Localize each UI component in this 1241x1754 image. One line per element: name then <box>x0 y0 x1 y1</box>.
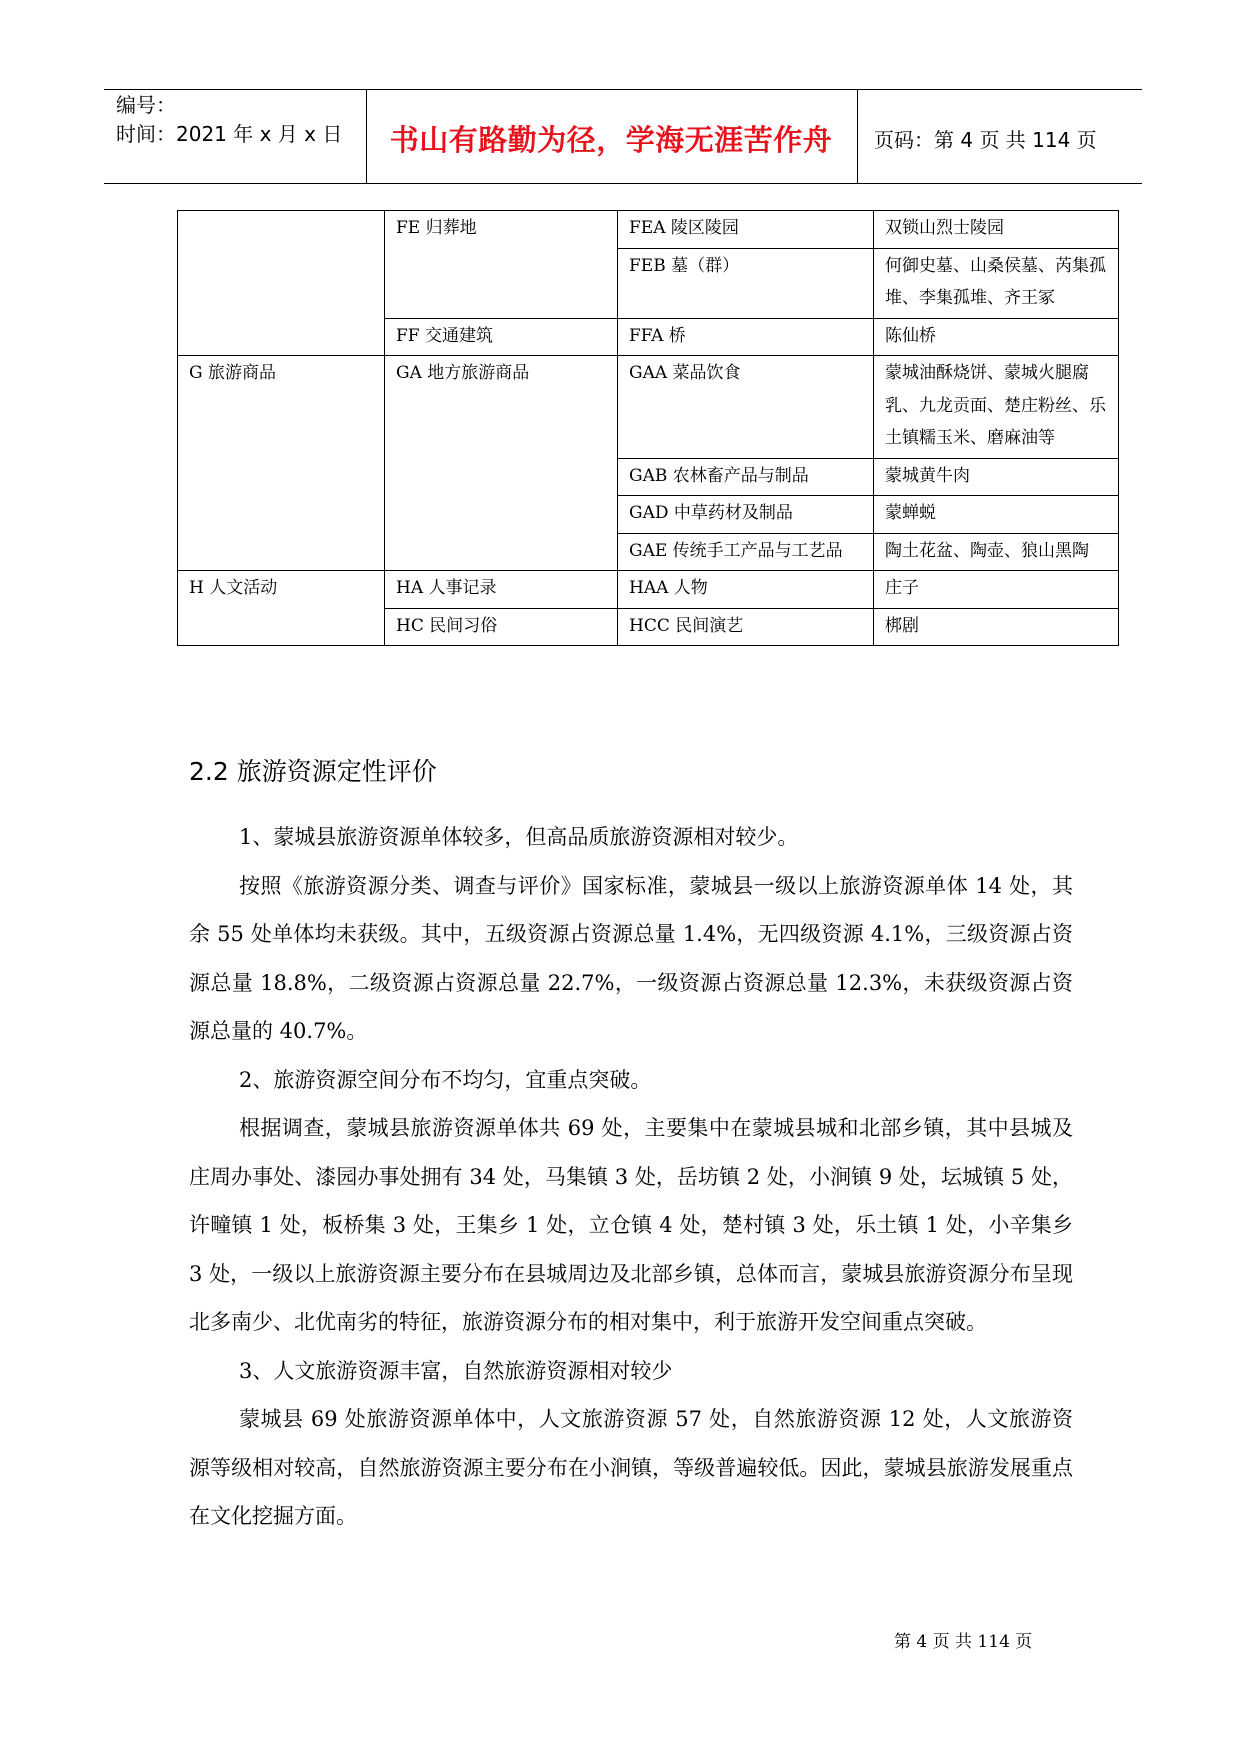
table-cell: 庄子 <box>874 571 1119 609</box>
paragraph: 蒙城县 69 处旅游资源单体中，人文旅游资源 57 处，自然旅游资源 12 处，人文旅游资源等级相对较高，自然旅游资源主要分布在小涧镇，等级普遍较低。因此，蒙城县旅游发展重点在文化挖掘方面。 <box>189 1407 1073 1528</box>
header-meta <box>116 91 342 149</box>
table-cell: HC 民间习俗 <box>385 608 618 646</box>
table-cell: GA 地方旅游商品 <box>385 356 618 571</box>
header-bottom-rule <box>104 183 1142 184</box>
table-cell: 蒙城油酥烧饼、蒙城火腿腐乳、九龙贡面、楚庄粉丝、乐土镇糯玉米、磨麻油等 <box>874 356 1119 459</box>
table-cell: 蒙蝉蜕 <box>874 496 1119 534</box>
table-cell: GAE 传统手工产品与工艺品 <box>618 533 874 571</box>
table-cell: GAB 农林畜产品与制品 <box>618 458 874 496</box>
header-page-label: 页码：第 4 页 共 114 页 <box>874 128 1097 152</box>
table-cell: HAA 人物 <box>618 571 874 609</box>
table-cell: 陶土花盆、陶壶、狼山黑陶 <box>874 533 1119 571</box>
table-cell: GAD 中草药材及制品 <box>618 496 874 534</box>
resource-table <box>177 210 1119 646</box>
page-footer: 第 4 页 共 114 页 <box>894 1632 1033 1652</box>
table-cell <box>178 211 385 356</box>
table-row <box>178 356 1119 459</box>
table-cell: FEA 陵区陵园 <box>618 211 874 249</box>
table-cell: G 旅游商品 <box>178 356 385 571</box>
section-title: 2.2 旅游资源定性评价 <box>189 757 437 786</box>
paragraph: 1、蒙城县旅游资源单体较多，但高品质旅游资源相对较少。 <box>239 825 799 849</box>
table-cell: HCC 民间演艺 <box>618 608 874 646</box>
table-cell: FE 归葬地 <box>385 211 618 319</box>
header-number-label: 编号： <box>116 93 176 117</box>
section-body <box>189 813 1073 1541</box>
table-cell: H 人文活动 <box>178 571 385 646</box>
table-cell: 陈仙桥 <box>874 318 1119 356</box>
table-cell: 梆剧 <box>874 608 1119 646</box>
table-cell: FEB 墓（群） <box>618 248 874 318</box>
header-motto: 书山有路勤为径，学海无涯苦作舟 <box>389 123 833 157</box>
paragraph: 按照《旅游资源分类、调查与评价》国家标准，蒙城县一级以上旅游资源单体 14 处，其余 55 处单体均未获级。其中，五级资源占资源总量 1.4%，无四级资源 4.1%，三级资源占资源总量 18.8%，二级资源占资源总量 22.7%，一级资源占资源总量 12.3%，未获级资源占资源总量的 40.7%。 <box>189 873 1073 1043</box>
table-row <box>178 211 1119 249</box>
table-cell: 蒙城黄牛肉 <box>874 458 1119 496</box>
table-cell: HA 人事记录 <box>385 571 618 609</box>
paragraph: 根据调查，蒙城县旅游资源单体共 69 处，主要集中在蒙城县城和北部乡镇，其中县城及庄周办事处、漆园办事处拥有 34 处，马集镇 3 处，岳坊镇 2 处，小涧镇 9 处，坛城镇 5 处，许疃镇 1 处，板桥集 3 处，王集乡 1 处，立仓镇 4 处，楚村镇 3 处，乐土镇 1 处，小辛集乡 3 处，一级以上旅游资源主要分布在县城周边及北部乡镇，总体而言，蒙城县旅游资源分布呈现北多南少、北优南劣的特征，旅游资源分布的相对集中，利于旅游开发空间重点突破。 <box>189 1116 1073 1334</box>
paragraph: 2、旅游资源空间分布不均匀，宜重点突破。 <box>239 1067 652 1092</box>
header-divider-right <box>857 89 858 183</box>
header-top-rule <box>104 89 1142 90</box>
table-cell: 何御史墓、山桑侯墓、芮集孤堆、李集孤堆、齐王冢 <box>874 248 1119 318</box>
header-time-label: 时间：2021 年 x 月 x 日 <box>116 122 343 146</box>
table-cell: GAA 菜品饮食 <box>618 356 874 459</box>
table-cell: 双锁山烈士陵园 <box>874 211 1119 249</box>
table-row <box>178 571 1119 609</box>
table-cell: FF 交通建筑 <box>385 318 618 356</box>
paragraph: 3、人文旅游资源丰富，自然旅游资源相对较少 <box>239 1358 673 1383</box>
table-cell: FFA 桥 <box>618 318 874 356</box>
header-divider-left <box>366 89 367 183</box>
